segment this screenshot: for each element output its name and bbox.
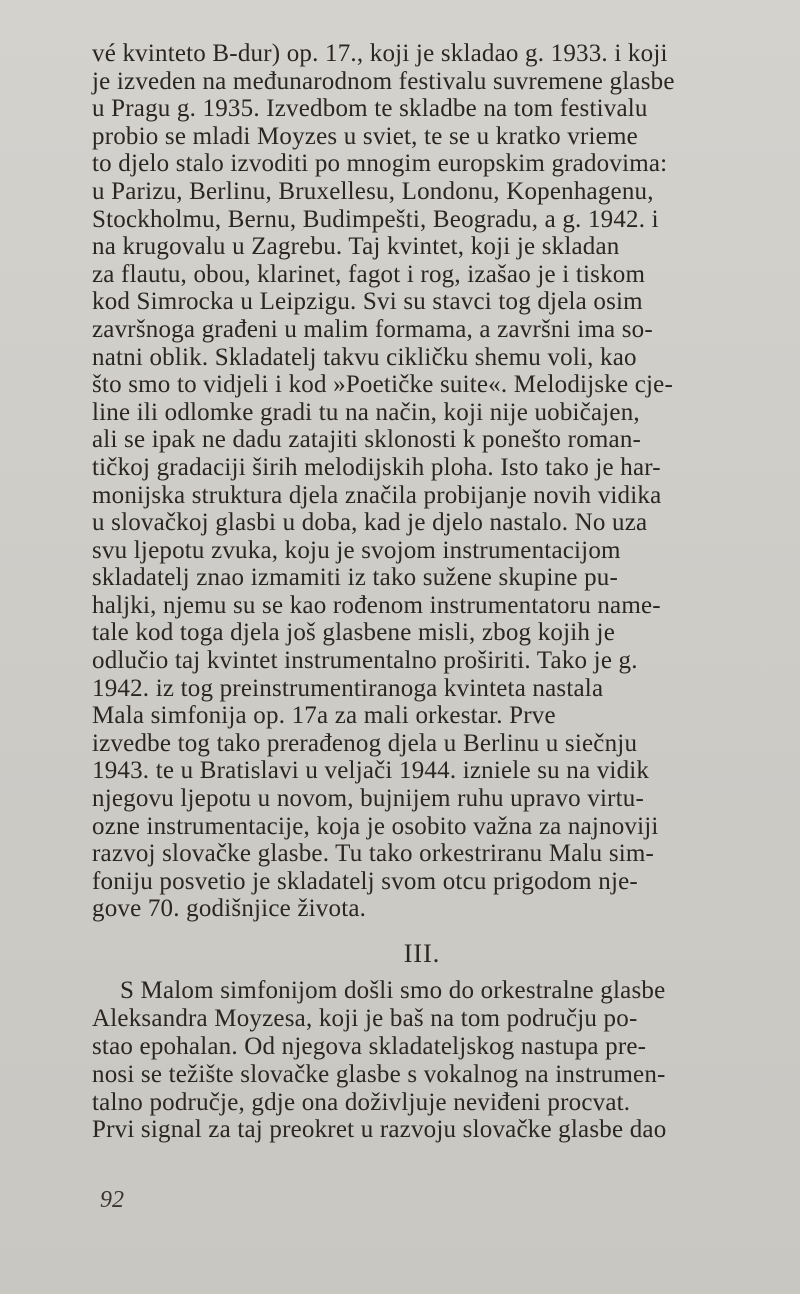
text-line: izvedbe tog tako prerađenog djela u Berlinu u siečnju: [92, 729, 638, 757]
text-line: razvoj slovačke glasbe. Tu tako orkestriranu Malu sim-: [92, 840, 655, 868]
text-line: za flautu, obou, klarinet, fagot i rog, izašao je i tiskom: [92, 260, 646, 288]
text-line: talno područje, gdje ona doživljuje neviđeni procvat.: [92, 1088, 631, 1116]
lower-paragraph: [92, 977, 752, 1144]
text-line: skladatelj znao izmamiti iz tako sužene skupine pu-: [92, 564, 619, 592]
text-line: probio se mladi Moyzes u sviet, te se u kratko vrieme: [92, 122, 638, 150]
text-line: line ili odlomke gradi tu na način, koji nije uobičajen,: [92, 398, 640, 426]
text-line: haljki, njemu su se kao rođenom instrumentatoru name-: [92, 591, 661, 619]
text-line: Aleksandra Moyzesa, koji je baš na tom području po-: [92, 1004, 638, 1032]
text-line: je izveden na međunarodnom festivalu suvremene glasbe: [92, 67, 675, 95]
text-line: tale kod toga djela još glasbene misli, zbog kojih je: [92, 619, 615, 647]
text-line: Stockholmu, Bernu, Budimpešti, Beogradu, a g. 1942. i: [92, 205, 659, 233]
text-line: što smo to vidjeli i kod »Poetičke suite«. Melodijske cje-: [92, 371, 673, 399]
text-line: u Pragu g. 1935. Izvedbom te skladbe na tom festivalu: [92, 95, 648, 123]
text-line: foniju posvetio je skladatelj svom otcu prigodom nje-: [92, 867, 638, 895]
text-line: 1943. te u Bratislavi u veljači 1944. izniele su na vidik: [92, 757, 650, 785]
page-text: [92, 40, 752, 1144]
text-line: tičkoj gradaciji širih melodijskih ploha. Isto tako je har-: [92, 453, 661, 481]
upper-paragraph: [92, 40, 752, 923]
text-line: završnoga građeni u malim formama, a završni ima so-: [92, 315, 653, 343]
text-line: ozne instrumentacije, koja je osobito važna za najnoviji: [92, 812, 659, 840]
text-line: u Parizu, Berlinu, Bruxellesu, Londonu, Kopenhagenu,: [92, 177, 654, 205]
text-line: natni oblik. Skladatelj takvu cikličku shemu voli, kao: [92, 343, 637, 371]
text-line: stao epohalan. Od njegova skladateljskog nastupa pre-: [92, 1032, 647, 1060]
text-line: odlučio taj kvintet instrumentalno proširiti. Tako je g.: [92, 647, 638, 675]
text-line: njegovu ljepotu u novom, bujnijem ruhu upravo virtu-: [92, 785, 644, 813]
page-number: 92: [100, 1187, 124, 1213]
text-line: monijska struktura djela značila probijanje novih vidika: [92, 481, 662, 509]
text-line: svu ljepotu zvuka, koju je svojom instrumentacijom: [92, 536, 621, 564]
text-line: nosi se težište slovačke glasbe s vokalnog na instrumen-: [92, 1060, 666, 1088]
text-line: ali se ipak ne dadu zatajiti sklonosti k ponešto roman-: [92, 426, 642, 454]
text-line: 1942. iz tog preinstrumentiranoga kvinteta nastala: [92, 674, 604, 702]
text-line: u slovačkoj glasbi u doba, kad je djelo nastalo. No uza: [92, 509, 648, 537]
text-line: S Malom simfonijom došli smo do orkestralne glasbe: [120, 977, 666, 1004]
text-line: to djelo stalo izvoditi po mnogim europskim gradovima:: [92, 150, 668, 178]
section-heading: III.: [403, 939, 441, 968]
text-line: Prvi signal za taj preokret u razvoju slovačke glasbe dao: [92, 1116, 667, 1144]
text-line: na krugovalu u Zagrebu. Taj kvintet, koji je skladan: [92, 233, 620, 261]
text-line: gove 70. godišnjice života.: [92, 895, 367, 923]
text-line: Mala simfonija op. 17a za mali orkestar. Prve: [92, 702, 556, 730]
text-line: kod Simrocka u Leipzigu. Svi su stavci tog djela osim: [92, 288, 643, 316]
text-line: vé kvinteto B-dur) op. 17., koji je skladao g. 1933. i koji: [92, 40, 668, 67]
